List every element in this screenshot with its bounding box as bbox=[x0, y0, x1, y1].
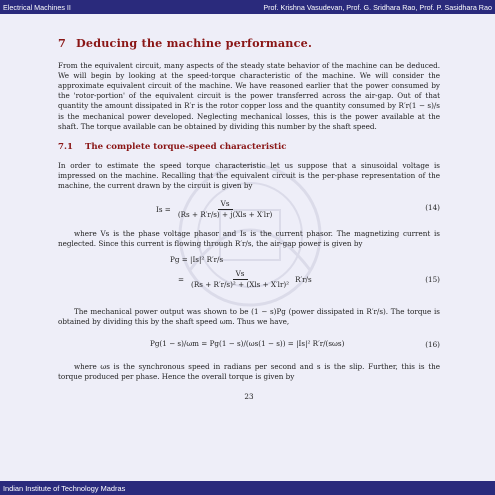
section-heading bbox=[58, 38, 440, 48]
eq15-line1: Pg = |Is|² R′r/s bbox=[170, 255, 224, 265]
eq16-expression: Pg(1 − s)/ωm = Pg(1 − s)/(ωs(1 − s)) = |Is|² R′r/(sωs) bbox=[150, 338, 345, 348]
header-course-title: Electrical Machines II bbox=[3, 2, 71, 12]
eq14-lhs: Is = bbox=[156, 204, 171, 214]
paragraph-current: In order to estimate the speed torque characteristic let us suppose that a sinusoidal voltage is impressed on the machine. Recalling that the equivalent circuit is the per-phase representation of the machine, the current drawn by the circuit is given by bbox=[58, 160, 440, 191]
footer-bar bbox=[0, 481, 495, 495]
subsection-title: The complete torque-speed characteristic bbox=[84, 141, 287, 152]
eq15-fraction bbox=[188, 269, 292, 290]
eq15-tail: R′r/s bbox=[295, 274, 312, 284]
eq15-denominator: (Rs + R′r/s)² + (Xls + X′lr)² bbox=[191, 280, 290, 290]
paragraph-airgap: where Vs is the phase voltage phasor and Is is the current phasor. The magnetizing current is neglected. Since this current is flowing through R′r/s, the air-gap power is given by bbox=[58, 229, 440, 249]
section-title: Deducing the machine performance. bbox=[75, 36, 313, 50]
section-number: 7 bbox=[58, 36, 66, 50]
eq14-tag: (14) bbox=[425, 203, 440, 213]
eq14-numerator: Vs bbox=[218, 199, 233, 210]
eq15-numerator: Vs bbox=[233, 269, 248, 280]
subsection-heading bbox=[58, 142, 440, 152]
paragraph-synchronous: where ωs is the synchronous speed in radians per second and s is the slip. Further, this is the torque produced per phase. Hence the overall torque is given by bbox=[58, 361, 440, 381]
page-content bbox=[58, 38, 440, 402]
eq15-tag: (15) bbox=[425, 275, 440, 285]
paragraph-torque: The mechanical power output was shown to be (1 − s)Pg (power dissipated in R′r/s). The torque is obtained by dividing this by the shaft speed ωm. Thus we have, bbox=[58, 307, 440, 327]
eq16-tag: (16) bbox=[425, 339, 440, 349]
page-number: 23 bbox=[244, 391, 254, 401]
subsection-number: 7.1 bbox=[58, 141, 73, 152]
eq14-denominator: (Rs + R′r/s) + j(Xls + X′lr) bbox=[177, 210, 273, 220]
footer-institute: Indian Institute of Technology Madras bbox=[3, 483, 126, 493]
equation-16 bbox=[58, 334, 440, 356]
header-authors: Prof. Krishna Vasudevan, Prof. G. Sridhara Rao, Prof. P. Sasidhara Rao bbox=[263, 2, 492, 12]
paragraph-intro: From the equivalent circuit, many aspects of the steady state behavior of the machine can be deduced. We will begin by looking at the speed-torque characteristic of the machine. We will consider the approximate equivalent circuit of the machine. We have reasoned earlier that the power consumed by the 'rotor-portion' of the equivalent circuit is the power transferred across the air-gap. Out of that quantity the amount dissipated in R′r is the rotor copper loss and the quantity consumed by R′r(1 − s)/s is the mechanical power developed. Neglecting mechanical losses, this is the power available at the shaft. The torque available can be obtained by dividing this number by the shaft speed. bbox=[58, 61, 440, 131]
header-bar bbox=[0, 0, 495, 14]
eq14-fraction bbox=[175, 199, 276, 220]
equation-15: Pg = |Is|² R′r/s = $\frac{Vs}{\text{(Rs + R′r/s)² + (Xls + X′lr)²}}$ R′r/s (15) bbox=[170, 255, 440, 290]
equation-14 bbox=[58, 197, 440, 223]
